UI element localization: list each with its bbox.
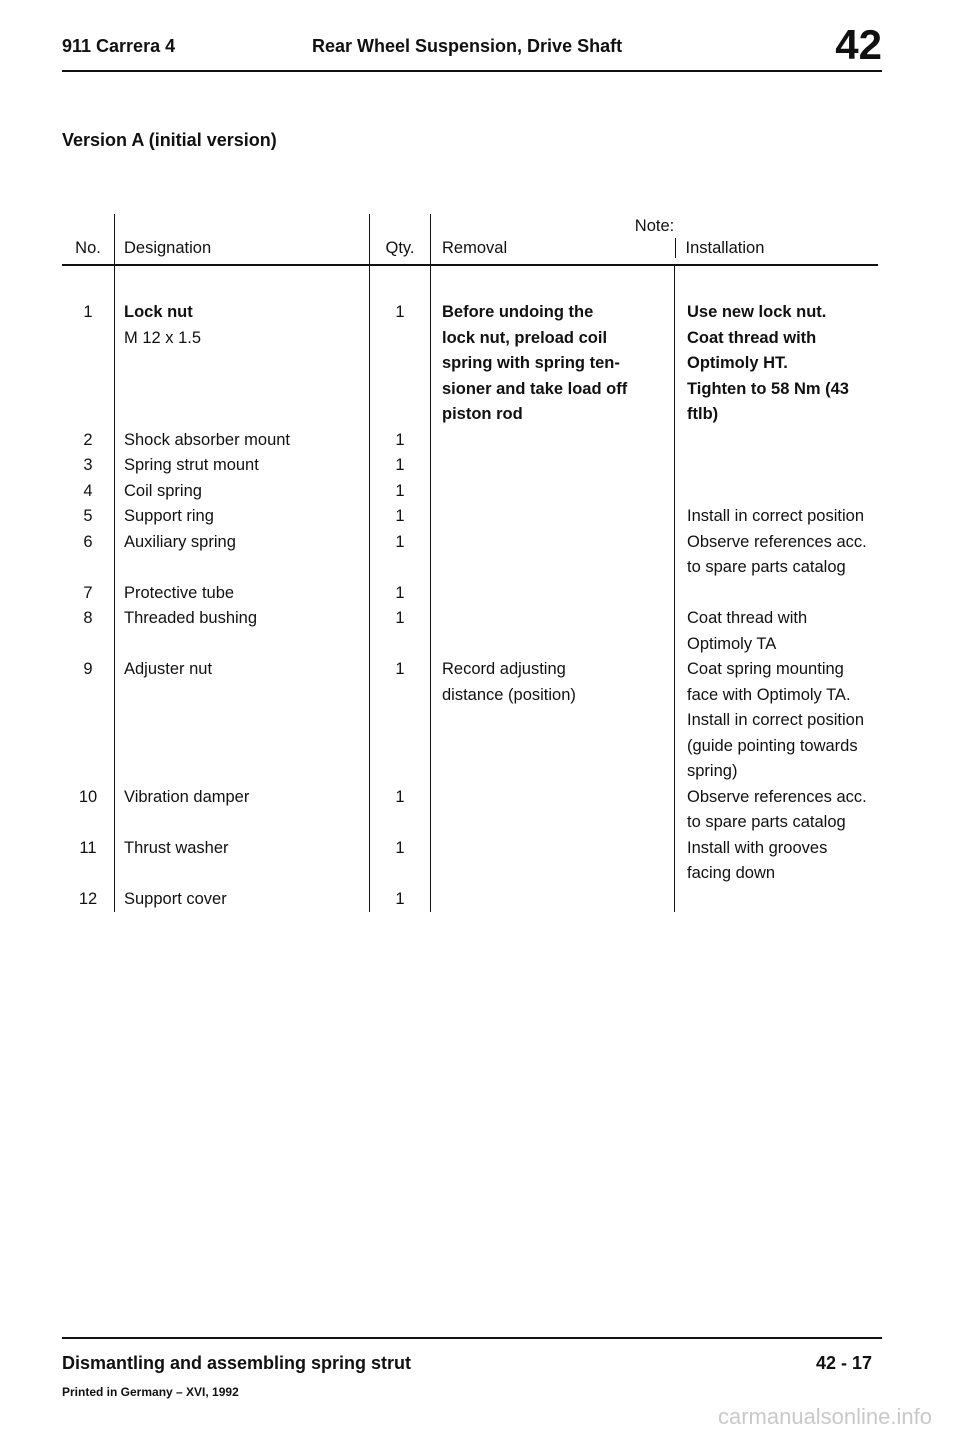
installation-cell-line: Coat thread with <box>687 328 817 347</box>
installation-cell-line: Install in correct position <box>687 711 864 729</box>
item-number-cell: 2 <box>62 428 115 454</box>
designation-cell-line: Adjuster nut <box>124 660 213 678</box>
installation-cell <box>675 887 879 913</box>
print-info: Printed in Germany – XVI, 1992 <box>62 1385 239 1399</box>
removal-cell <box>431 606 675 657</box>
designation-header: Designation <box>115 238 370 265</box>
installation-cell <box>675 300 879 428</box>
quantity-cell: 1 <box>370 785 431 836</box>
installation-cell <box>675 504 879 530</box>
removal-cell-line: piston rod <box>442 405 523 423</box>
item-number-cell: 8 <box>62 606 115 657</box>
table-row <box>62 428 878 454</box>
removal-cell <box>431 785 675 836</box>
installation-cell <box>675 606 879 657</box>
designation-cell <box>115 581 370 607</box>
installation-cell-line: spring) <box>687 762 738 780</box>
removal-cell-line: lock nut, preload coil <box>442 328 608 347</box>
item-number-cell: 9 <box>62 657 115 785</box>
removal-cell-line: Before undoing the <box>442 303 594 321</box>
table-row <box>62 657 878 785</box>
designation-cell-line: Auxiliary spring <box>124 532 236 551</box>
installation-cell-line: Tighten to 58 Nm (43 ftlb) <box>687 379 849 423</box>
removal-cell-line: distance (position) <box>442 685 576 704</box>
designation-cell <box>115 530 370 581</box>
installation-cell-line: Observe references acc. <box>687 532 867 551</box>
quantity-cell: 1 <box>370 504 431 530</box>
designation-cell <box>115 504 370 530</box>
installation-cell-line: Coat thread with <box>687 609 808 627</box>
installation-cell-line: Use new lock nut. <box>687 303 827 321</box>
footer-title: Dismantling and assembling spring strut <box>62 1353 412 1373</box>
table-header-row-note <box>62 214 878 238</box>
item-number-cell: 7 <box>62 581 115 607</box>
installation-cell <box>675 581 879 607</box>
removal-cell <box>431 887 675 913</box>
removal-cell <box>431 504 675 530</box>
designation-cell-line: Protective tube <box>124 583 235 602</box>
designation-cell <box>115 428 370 454</box>
installation-cell <box>675 479 879 505</box>
model-name: 911 Carrera 4 <box>62 36 176 56</box>
installation-cell-line: face with Optimoly TA. <box>687 685 851 704</box>
installation-cell-line: Coat spring mounting <box>687 660 844 678</box>
item-number-cell: 12 <box>62 887 115 913</box>
no-header: No. <box>62 238 115 265</box>
designation-cell-line: Shock absorber mount <box>124 430 291 449</box>
version-heading: Version A (initial version) <box>62 130 277 150</box>
removal-cell <box>431 428 675 454</box>
removal-cell <box>431 530 675 581</box>
table-row <box>62 300 878 428</box>
removal-cell <box>431 479 675 505</box>
installation-cell-line: Install in correct position <box>687 507 864 525</box>
installation-cell <box>675 530 879 581</box>
installation-cell-line: to spare parts catalog <box>687 558 846 576</box>
designation-cell-line: Spring strut mount <box>124 456 259 474</box>
installation-cell-line: Install with grooves <box>687 838 828 857</box>
table-row <box>62 785 878 836</box>
table-row <box>62 530 878 581</box>
item-number-cell: 10 <box>62 785 115 836</box>
removal-cell <box>431 453 675 479</box>
installation-cell <box>675 428 879 454</box>
item-number-cell: 6 <box>62 530 115 581</box>
page-footer <box>62 1337 882 1399</box>
installation-cell-line: facing down <box>687 864 776 882</box>
removal-cell-line: spring with spring ten- <box>442 354 620 372</box>
installation-cell-line: to spare parts catalog <box>687 813 846 831</box>
installation-cell <box>675 785 879 836</box>
designation-cell-line: Thrust washer <box>124 838 229 857</box>
item-number-cell: 11 <box>62 836 115 887</box>
installation-header: Installation <box>675 238 765 258</box>
designation-cell <box>115 479 370 505</box>
removal-cell <box>431 657 675 785</box>
table-row <box>62 581 878 607</box>
group-number: 42 <box>835 21 882 68</box>
section-title: Rear Wheel Suspension, Drive Shaft <box>312 36 623 56</box>
removal-cell <box>431 300 675 428</box>
designation-cell <box>115 785 370 836</box>
installation-cell <box>675 836 879 887</box>
quantity-cell: 1 <box>370 428 431 454</box>
table-row <box>62 479 878 505</box>
designation-cell <box>115 887 370 913</box>
removal-cell <box>431 581 675 607</box>
designation-cell-line: Vibration damper <box>124 787 250 806</box>
quantity-cell: 1 <box>370 530 431 581</box>
designation-cell <box>115 836 370 887</box>
designation-cell <box>115 453 370 479</box>
quantity-cell: 1 <box>370 453 431 479</box>
removal-cell <box>431 836 675 887</box>
quantity-cell: 1 <box>370 657 431 785</box>
table-row <box>62 887 878 913</box>
item-number-cell: 1 <box>62 300 115 428</box>
installation-cell <box>675 453 879 479</box>
designation-cell <box>115 300 370 428</box>
designation-cell-line: Lock nut <box>124 303 193 321</box>
installation-cell <box>675 657 879 785</box>
table-row <box>62 453 878 479</box>
designation-cell <box>115 606 370 657</box>
item-number-cell: 4 <box>62 479 115 505</box>
page-header <box>62 21 882 72</box>
removal-cell-line: sioner and take load off <box>442 379 628 398</box>
qty-header: Qty. <box>370 238 431 265</box>
designation-cell-line: Threaded bushing <box>124 609 258 627</box>
quantity-cell: 1 <box>370 836 431 887</box>
removal-cell-line: Record adjusting <box>442 660 566 678</box>
quantity-cell: 1 <box>370 581 431 607</box>
installation-cell-line: Optimoly HT. <box>687 354 788 372</box>
page-number: 42 - 17 <box>815 1353 872 1373</box>
parts-table <box>62 214 878 912</box>
table-row <box>62 504 878 530</box>
designation-cell-line: M 12 x 1.5 <box>124 328 202 347</box>
designation-cell-line: Support cover <box>124 889 227 908</box>
table-row <box>62 606 878 657</box>
quantity-cell: 1 <box>370 606 431 657</box>
watermark: carmanualsonline.info <box>717 1404 932 1429</box>
installation-cell-line: (guide pointing towards <box>687 736 858 755</box>
quantity-cell: 1 <box>370 887 431 913</box>
table-row <box>62 836 878 887</box>
quantity-cell: 1 <box>370 479 431 505</box>
installation-cell-line: Optimoly TA <box>687 634 777 653</box>
removal-header: Removal <box>431 238 675 265</box>
table-header-row <box>62 238 878 265</box>
designation-cell-line: Coil spring <box>124 481 202 500</box>
designation-cell-line: Support ring <box>124 507 214 525</box>
item-number-cell: 3 <box>62 453 115 479</box>
quantity-cell: 1 <box>370 300 431 428</box>
item-number-cell: 5 <box>62 504 115 530</box>
designation-cell <box>115 657 370 785</box>
note-header: Note: <box>634 217 675 235</box>
installation-cell-line: Observe references acc. <box>687 787 867 806</box>
